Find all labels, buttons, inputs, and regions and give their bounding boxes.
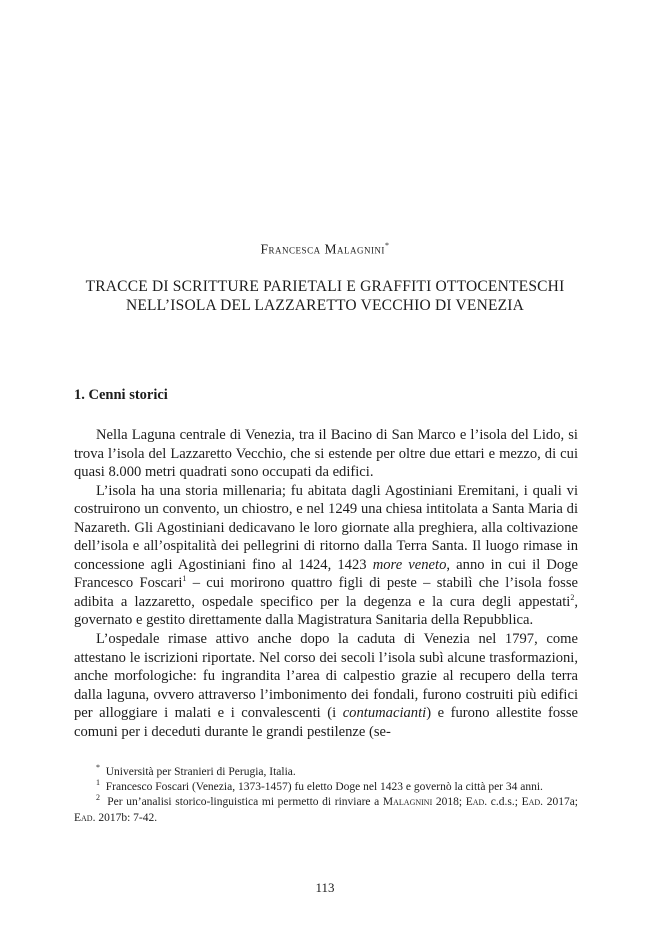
paragraph-2: L’isola ha una storia millenaria; fu abitata dagli Agostiniani Eremitani, i quali vi costruirono un convento, un chiostro, e nel 1249 una chiesa intitolata a Santa Maria di Nazareth. Gli Agostiniani dedicavano le loro giornate alla preghiera, alla coltivazione dell’isola e all’ospitalità dei pellegrini di ritorno dalla Terra Santa. Il luogo rimase in concessione agli Agostiniani fino al 1424, 1423 more veneto, anno in cui il Doge Francesco Foscari$^1$ – cui morirono quattro figli di peste – stabilì che l’isola fosse adibita a lazzaretto, ospedale specifico per la degenza e la cura degli appestati$^2$, governato e gestito direttamente dalla Magistratura Sanitaria della Repubblica.	[74, 482, 579, 629]
author-footnote-mark: *	[384, 241, 390, 250]
footnote-ref-2: 2	[570, 593, 575, 603]
title-line-2: NELL’ISOLA DEL LAZZARETTO VECCHIO DI VENEZIA	[125, 297, 525, 314]
body-text	[74, 426, 578, 741]
section-heading: 1. Cenni storici	[74, 387, 168, 403]
page-number: 113	[315, 880, 335, 895]
article-title	[60, 277, 590, 315]
author-name: Francesca Malagnini*	[260, 241, 390, 257]
footnote-2: $^2$ Per un’analisi storico-linguistica mi permetto di rinviare a Malagnini 2018; Ead. c.d.s.; Ead. 2017a; Ead. 2017b: 7-42.	[74, 793, 578, 824]
footnote-1: $^1$ Francesco Foscari (Venezia, 1373-1457) fu eletto Doge nel 1423 e governò la città per 34 anni.	[96, 778, 543, 794]
footnotes	[74, 765, 578, 826]
footnote-author-affiliation: * Università per Stranieri di Perugia, Italia.	[96, 763, 296, 778]
title-line-1: TRACCE DI SCRITTURE PARIETALI E GRAFFITI OTTOCENTESCHI	[85, 278, 565, 295]
paragraph-1: Nella Laguna centrale di Venezia, tra il Bacino di San Marco e l’isola del Lido, si trova l’isola del Lazzaretto Vecchio, che si estende per oltre due ettari e mezzo, di cui quasi 8.000 metri quadrati sono occupati da edifici.	[74, 427, 578, 481]
footnote-ref-1: 1	[182, 574, 187, 584]
paragraph-3: L’ospedale rimase attivo anche dopo la caduta di Venezia nel 1797, come attestano le iscrizioni riportate. Nel corso dei secoli l’isola subì alcune trasformazioni, anche morfologiche: fu ingrandita l’area di calpestio grazie al recupero della terra dalla laguna, ovvero attraverso l’imbonimento dei fondali, furono costruiti più edifici per alloggiare i malati e i convalescenti (i contumacianti) e furono allestite fosse comuni per i deceduti durante le grandi pestilenze (se-	[74, 631, 578, 740]
